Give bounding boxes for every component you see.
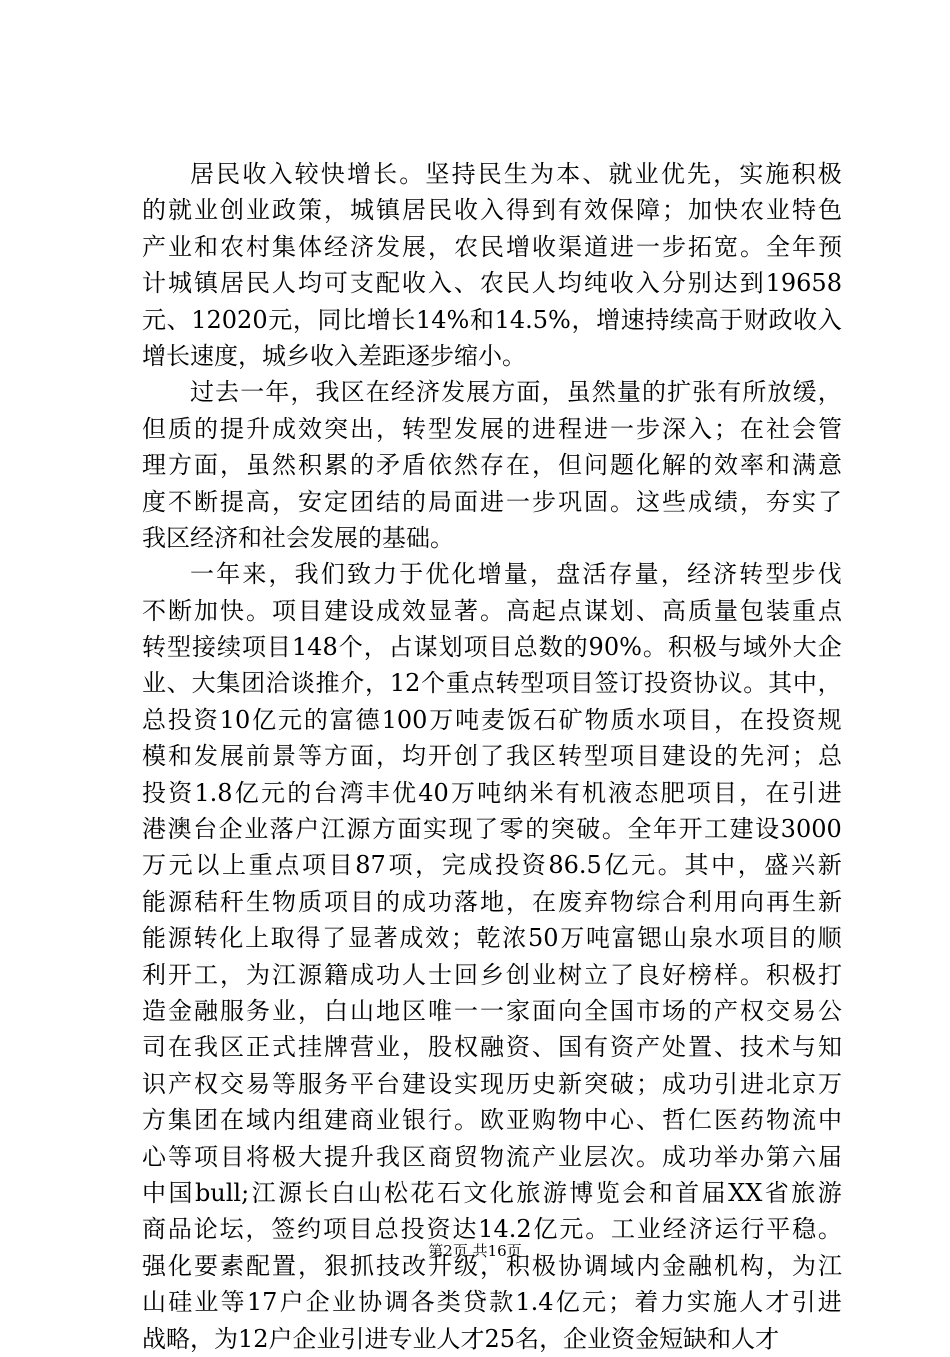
paragraph-line: 不 断 加 快 。 项 目 建 设 成 效 显 著 。 高 起 点 谋 划 、 高 质 量 包 装 重 点 bbox=[142, 596, 842, 625]
body-text bbox=[142, 156, 842, 1357]
paragraph-line: 计 城 镇 居 民 人 均 可 支 配 收 入 、 农 民 人 均 纯 收 入 分 别 达 到 19658 bbox=[142, 269, 842, 298]
paragraph-line: 但 质 的 提 升 成 效 突 出 ， 转 型 发 展 的 进 程 进 一 步 深 入 ； 在 社 会 管 bbox=[142, 414, 842, 443]
paragraph-line: 战略，为12户企业引进专业人才25名，企业资金短缺和人才 bbox=[142, 1324, 780, 1353]
paragraph-line: 增长速度，城乡收入差距逐步缩小。 bbox=[142, 341, 526, 370]
paragraph-line: 中 国 bull; 江 源 长 白 山 松 花 石 文 化 旅 游 博 览 会 和 首 届 XX 省 旅 游 bbox=[142, 1178, 842, 1207]
paragraph-line: 万 元 以 上 重 点 项 目 87 项 ， 完 成 投 资 86.5 亿 元 。 其 中 ， 盛 兴 新 bbox=[142, 851, 842, 880]
paragraph-first-line: 过 去 一 年 ， 我 区 在 经 济 发 展 方 面 ， 虽 然 量 的 扩 张 有 所 放 缓 ， bbox=[190, 378, 842, 407]
paragraph-line: 港 澳 台 企 业 落 户 江 源 方 面 实 现 了 零 的 突 破 。 全 年 开 工 建 设 3000 bbox=[142, 815, 842, 844]
paragraph-line: 利 开 工 ， 为 江 源 籍 成 功 人 士 回 乡 创 业 树 立 了 良 好 榜 样 。 积 极 打 bbox=[142, 960, 842, 989]
paragraph-line: 我区经济和社会发展的基础。 bbox=[142, 523, 454, 552]
page-number-footer: 第2页 共16页 bbox=[428, 1242, 522, 1260]
paragraph-line: 山 硅 业 等 17 户 企 业 协 调 各 类 贷 款 1.4 亿 元 ； 着 力 实 施 人 才 引 进 bbox=[142, 1288, 842, 1317]
paragraph-line: 总 投 资 10 亿 元 的 富 德 100 万 吨 麦 饭 石 矿 物 质 水 项 目 ， 在 投 资 规 bbox=[142, 705, 842, 734]
paragraph-first-line: 居 民 收 入 较 快 增 长 。 坚 持 民 生 为 本 、 就 业 优 先 ， 实 施 积 极 bbox=[190, 160, 842, 188]
paragraph-line: 度 不 断 提 高 ， 安 定 团 结 的 局 面 进 一 步 巩 固 。 这 些 成 绩 ， 夯 实 了 bbox=[142, 487, 842, 516]
paragraph-line: 产 业 和 农 村 集 体 经 济 发 展 ， 农 民 增 收 渠 道 进 一 步 拓 宽 。 全 年 预 bbox=[142, 232, 842, 261]
paragraph-line: 心 等 项 目 将 极 大 提 升 我 区 商 贸 物 流 产 业 层 次 。 成 功 举 办 第 六 届 bbox=[142, 1142, 842, 1171]
paragraph-line: 元 、 12020 元 ， 同 比 增 长 14% 和 14.5% ， 增 速 持 续 高 于 财 政 收 入 bbox=[142, 305, 842, 334]
paragraph-line: 转 型 接 续 项 目 148 个 ， 占 谋 划 项 目 总 数 的 90% 。 积 极 与 域 外 大 企 bbox=[142, 633, 842, 662]
paragraph-line: 商 品 论 坛 ， 签 约 项 目 总 投 资 达 14.2 亿 元 。 工 业 经 济 运 行 平 稳 。 bbox=[142, 1215, 842, 1244]
paragraph-line: 模 和 发 展 前 景 等 方 面 ， 均 开 创 了 我 区 转 型 项 目 建 设 的 先 河 ； 总 bbox=[142, 742, 842, 771]
paragraph-first-line: 一 年 来 ， 我 们 致 力 于 优 化 增 量 ， 盘 活 存 量 ， 经 济 转 型 步 伐 bbox=[190, 560, 842, 589]
paragraph-line: 能 源 秸 秆 生 物 质 项 目 的 成 功 落 地 ， 在 废 弃 物 综 合 利 用 向 再 生 新 bbox=[142, 887, 842, 916]
paragraph-line: 业 、 大 集 团 洽 谈 推 介 ， 12 个 重 点 转 型 项 目 签 订 投 资 协 议 。 其 中 ， bbox=[142, 669, 842, 698]
paragraph-line: 方 集 团 在 域 内 组 建 商 业 银 行 。 欧 亚 购 物 中 心 、 哲 仁 医 药 物 流 中 bbox=[142, 1106, 842, 1135]
paragraph-line: 的 就 业 创 业 政 策 ， 城 镇 居 民 收 入 得 到 有 效 保 障 ； 加 快 农 业 特 色 bbox=[142, 196, 842, 225]
paragraph-line: 能 源 转 化 上 取 得 了 显 著 成 效 ； 乾 浓 50 万 吨 富 锶 山 泉 水 项 目 的 顺 bbox=[142, 924, 842, 953]
paragraph-line: 识 产 权 交 易 等 服 务 平 台 建 设 实 现 历 史 新 突 破 ； 成 功 引 进 北 京 万 bbox=[142, 1069, 842, 1098]
paragraph-line: 投 资 1.8 亿 元 的 台 湾 丰 优 40 万 吨 纳 米 有 机 液 态 肥 项 目 ， 在 引 进 bbox=[142, 778, 842, 807]
paragraph-line: 造 金 融 服 务 业 ， 白 山 地 区 唯 一 一 家 面 向 全 国 市 场 的 产 权 交 易 公 bbox=[142, 996, 842, 1025]
paragraph-line: 司 在 我 区 正 式 挂 牌 营 业 ， 股 权 融 资 、 国 有 资 产 处 置 、 技 术 与 知 bbox=[142, 1033, 842, 1062]
paragraph-line: 强 化 要 素 配 置 ， 狠 抓 技 改 升 级 ， 积 极 协 调 域 内 金 融 机 构 ， 为 江 bbox=[142, 1251, 842, 1280]
paragraph-line: 理 方 面 ， 虽 然 积 累 的 矛 盾 依 然 存 在 ， 但 问 题 化 解 的 效 率 和 满 意 bbox=[142, 451, 842, 480]
